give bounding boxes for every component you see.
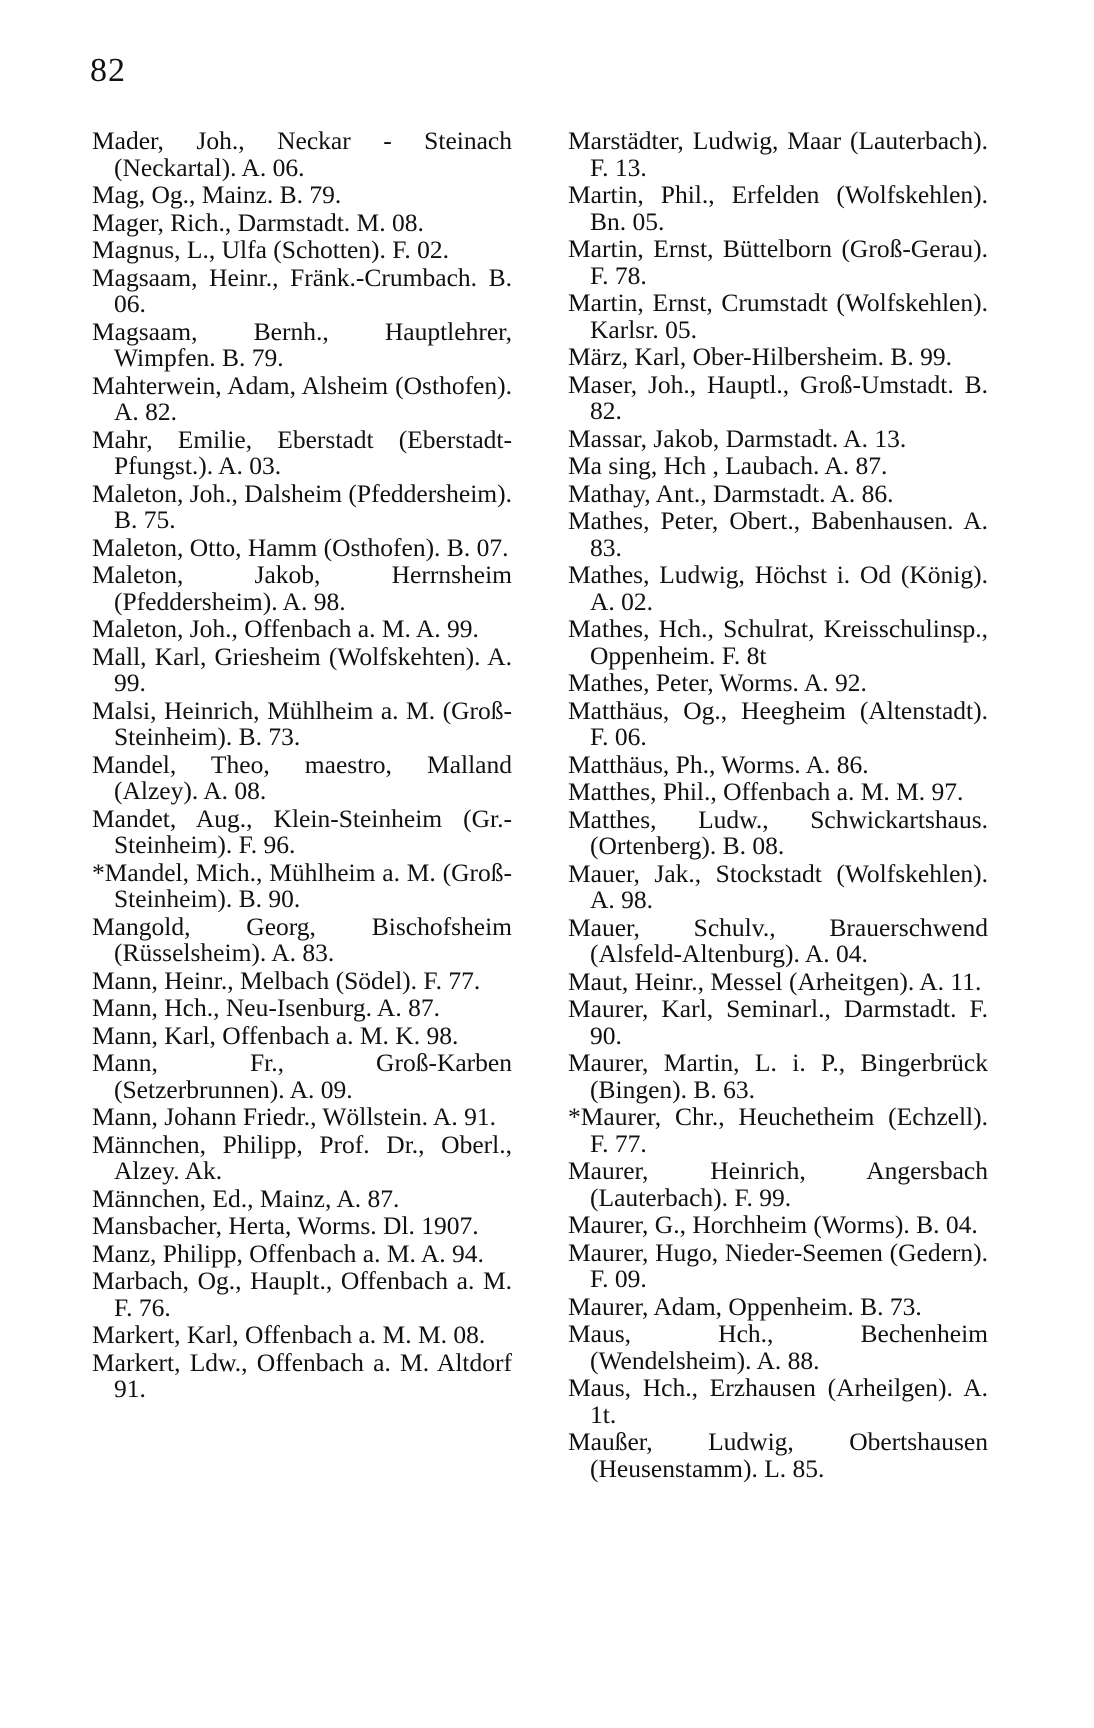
list-item: Maurer, Hugo, Nieder-Seemen (Gedern). F. 09. — [568, 1237, 988, 1293]
list-item: Männchen, Ed., Mainz, A. 87. — [92, 1183, 400, 1213]
list-item: Mann, Fr., Groß-Karben (Setzerbrunnen). A. 09. — [92, 1048, 512, 1104]
list-item: Mann, Hch., Neu-Isenburg. A. 87. — [92, 993, 440, 1022]
list-item: Matthäus, Ph., Worms. A. 86. — [568, 749, 869, 779]
list-item: Maurer, Heinrich, Angersbach (Lauterbach). F. 99. — [568, 1156, 988, 1212]
list-item: Ma sing, Hch , Laubach. A. 87. — [568, 451, 888, 480]
list-item: Maleton, Otto, Hamm (Osthofen). B. 07. — [92, 532, 509, 562]
list-item: Maus, Hch., Erzhausen (Arheilgen). A. 1t. — [568, 1373, 988, 1429]
list-item: Mader, Joh., Neckar - Steinach (Neckartal). A. 06. — [92, 126, 512, 182]
list-item: Mann, Heinr., Melbach (Södel). F. 77. — [92, 965, 481, 995]
list-item: Mansbacher, Herta, Worms. Dl. 1907. — [92, 1211, 479, 1240]
list-item: Mann, Karl, Offenbach a. M. K. 98. — [92, 1020, 459, 1050]
list-item: Mag, Og., Mainz. B. 79. — [92, 180, 342, 209]
list-item: Martin, Ernst, Büttelborn (Groß-Gerau). F. 78. — [568, 234, 988, 290]
list-item: Mathay, Ant., Darmstadt. A. 86. — [568, 478, 894, 508]
list-item: Marbach, Og., Hauplt., Offenbach a. M. F. 76. — [92, 1266, 512, 1322]
list-item: Markert, Karl, Offenbach a. M. M. 08. — [92, 1320, 486, 1349]
list-item: Maut, Heinr., Messel (Arheitgen). A. 11. — [568, 966, 982, 996]
list-item: Maurer, Adam, Oppenheim. B. 73. — [568, 1291, 922, 1321]
list-item: Mauer, Schulv., Brauerschwend (Alsfeld-Altenburg). A. 04. — [568, 912, 988, 968]
list-item: Maleton, Jakob, Herrnsheim (Pfeddersheim). A. 98. — [92, 560, 512, 616]
list-item: Mathes, Peter, Worms. A. 92. — [568, 668, 867, 697]
list-item: Mathes, Hch., Schulrat, Kreisschulinsp., Oppenheim. F. 8t — [568, 614, 988, 670]
list-item: Maurer, G., Horchheim (Worms). B. 04. — [568, 1210, 978, 1239]
list-item: Mager, Rich., Darmstadt. M. 08. — [92, 207, 424, 237]
list-item: Männchen, Philipp, Prof. Dr., Oberl., Alzey. Ak. — [92, 1129, 512, 1185]
list-item: Magnus, L., Ulfa (Schotten). F. 02. — [92, 235, 450, 264]
left-column — [92, 128, 512, 1404]
list-item: Manz, Philipp, Offenbach a. M. A. 94. — [92, 1238, 484, 1268]
list-item: Mangold, Georg, Bischofsheim (Rüsselsheim). A. 83. — [92, 911, 512, 967]
right-column — [568, 128, 988, 1483]
list-item: *Mandel, Mich., Mühlheim a. M. (Groß-Steinheim). B. 90. — [92, 857, 512, 913]
list-item: Mathes, Peter, Obert., Babenhausen. A. 83. — [568, 506, 988, 562]
list-item: Maußer, Ludwig, Obertshausen (Heusenstamm). L. 85. — [568, 1427, 988, 1483]
list-item: Maleton, Joh., Dalsheim (Pfeddersheim). B. 75. — [92, 478, 512, 534]
list-item: Mauer, Jak., Stockstadt (Wolfskehlen). A. 98. — [568, 858, 988, 914]
list-item: Martin, Phil., Erfelden (Wolfskehlen). Bn. 05. — [568, 180, 988, 236]
list-item: Mahterwein, Adam, Alsheim (Osthofen). A. 82. — [92, 370, 512, 426]
list-item: *Maurer, Chr., Heuchetheim (Echzell). F. 77. — [568, 1102, 988, 1158]
list-item: Mandel, Theo, maestro, Malland (Alzey). A. 08. — [92, 749, 512, 805]
list-item: Mann, Johann Friedr., Wöllstein. A. 91. — [92, 1102, 496, 1131]
list-item: Massar, Jakob, Darmstadt. A. 13. — [568, 423, 907, 453]
list-item: Mall, Karl, Griesheim (Wolfskehten). A. 99. — [92, 641, 512, 697]
list-item: Maurer, Martin, L. i. P., Bingerbrück (Bingen). B. 63. — [568, 1048, 988, 1104]
list-item: Marstädter, Ludwig, Maar (Lauterbach). F. 13. — [568, 126, 988, 182]
list-item: Magsaam, Bernh., Hauptlehrer, Wimpfen. B. 79. — [92, 316, 512, 372]
page-number: 82 — [90, 52, 126, 89]
list-item: Malsi, Heinrich, Mühlheim a. M. (Groß-Steinheim). B. 73. — [92, 695, 512, 751]
list-item: Mahr, Emilie, Eberstadt (Eberstadt-Pfungst.). A. 03. — [92, 424, 512, 480]
list-item: Mathes, Ludwig, Höchst i. Od (König). A. 02. — [568, 560, 988, 616]
list-item: Martin, Ernst, Crumstadt (Wolfskehlen). Karlsr. 05. — [568, 288, 988, 344]
list-item: Maus, Hch., Bechenheim (Wendelsheim). A. 88. — [568, 1319, 988, 1375]
list-item: Magsaam, Heinr., Fränk.-Crumbach. B. 06. — [92, 262, 512, 318]
list-item: Matthäus, Og., Heegheim (Altenstadt). F. 06. — [568, 695, 988, 751]
list-item: Matthes, Phil., Offenbach a. M. M. 97. — [568, 777, 964, 806]
list-item: Maleton, Joh., Offenbach a. M. A. 99. — [92, 614, 479, 643]
list-item: März, Karl, Ober-Hilbersheim. B. 99. — [568, 342, 953, 371]
list-item: Maurer, Karl, Seminarl., Darmstadt. F. 90. — [568, 994, 988, 1050]
list-item: Matthes, Ludw., Schwickartshaus. (Ortenberg). B. 08. — [568, 804, 988, 860]
list-item: Markert, Ldw., Offenbach a. M. Altdorf 91. — [92, 1347, 512, 1403]
list-item: Maser, Joh., Hauptl., Groß-Umstadt. B. 82. — [568, 369, 988, 425]
list-item: Mandet, Aug., Klein-Steinheim (Gr.-Steinheim). F. 96. — [92, 803, 512, 859]
